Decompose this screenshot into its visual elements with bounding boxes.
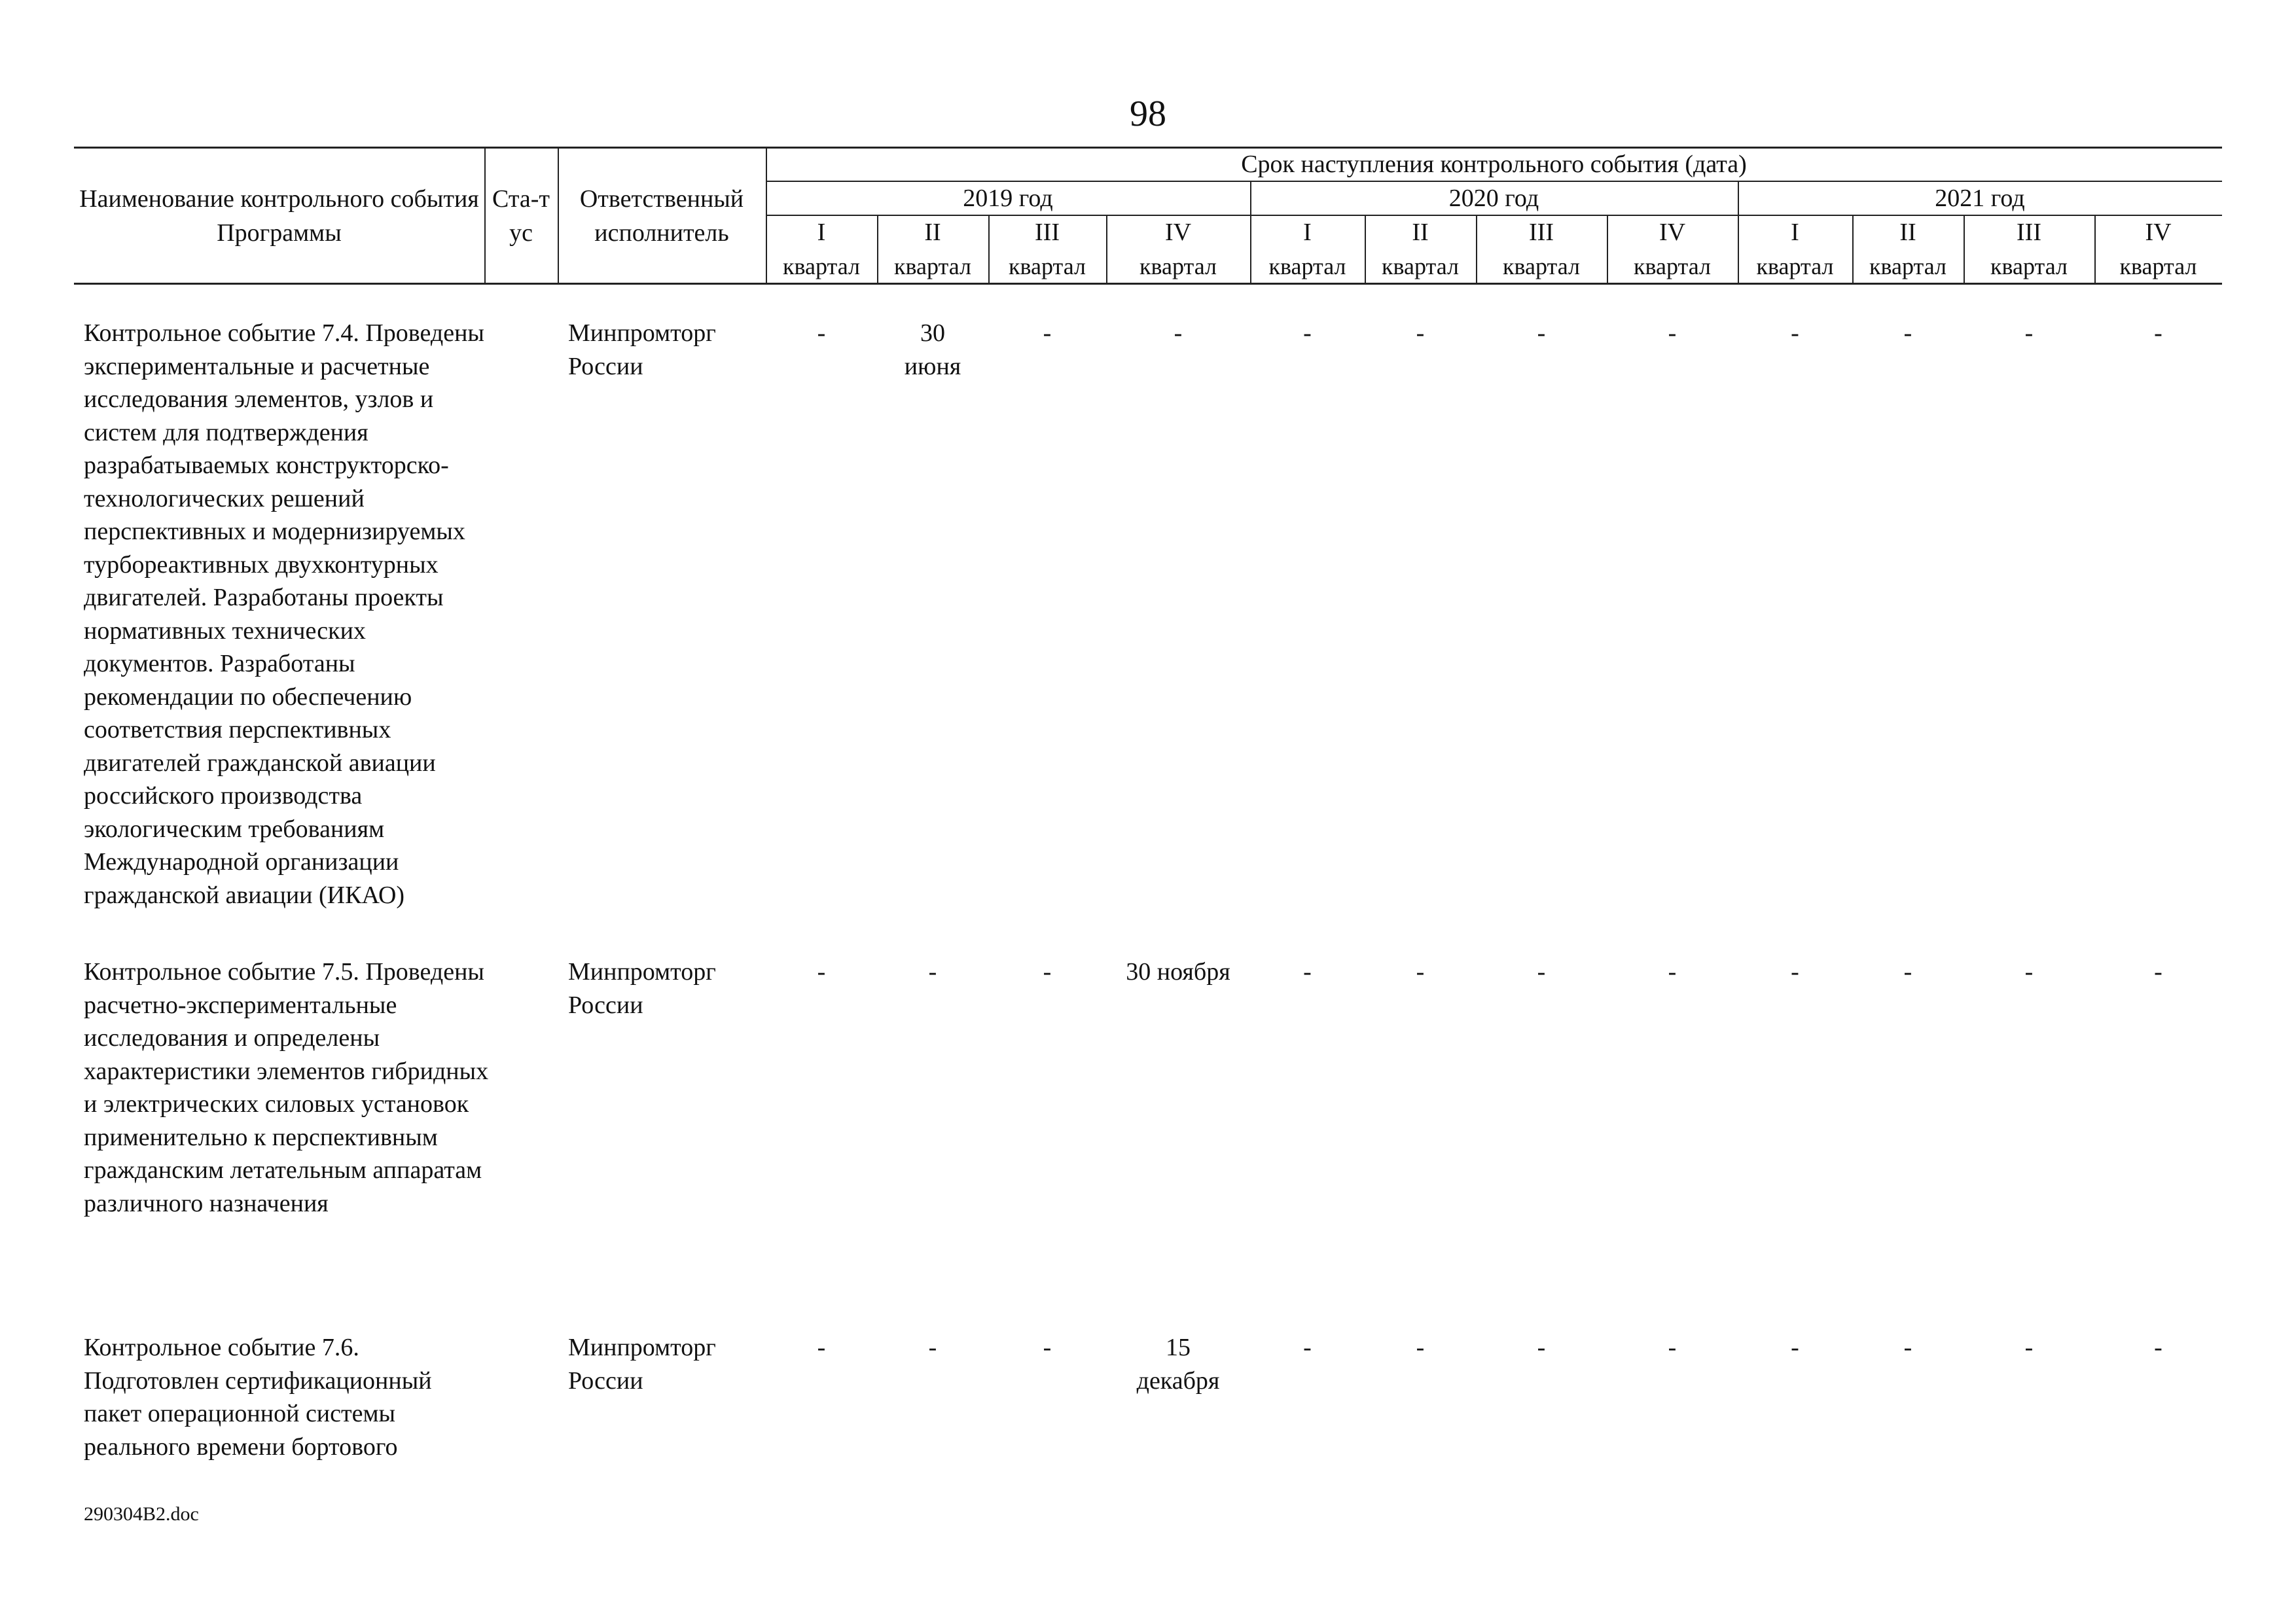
quarter-label: квартал xyxy=(1634,253,1711,279)
quarter-deadline: 30 ноября xyxy=(1126,958,1230,986)
quarter-number: III xyxy=(2017,219,2041,246)
quarter-label: квартал xyxy=(1139,253,1217,279)
quarter-deadline: - xyxy=(1668,1334,1677,1361)
quarter-deadline: - xyxy=(1043,958,1052,986)
quarter-number: II xyxy=(1412,219,1429,246)
quarter-deadline: - xyxy=(1791,319,1799,347)
event-name: Контрольное событие 7.4. Проведены экспериментальные и расчетные исследования элементов, узлов и систем для подтверждения разрабатываемых конструкторско-технологических решений перспективных и модернизируемых турбореактивных двухконтурных двигателей. Разработаны проекты нормативных технических документов. Разработаны рекомендации по обеспечению соответствия перспективных двигателей гражданской авиации российского производства экологическим требованиям Международной организации гражданской авиации (ИКАО) xyxy=(84,319,484,909)
quarter-deadline: - xyxy=(2154,958,2162,986)
quarter-deadline: - xyxy=(1537,319,1546,347)
quarter-label: квартал xyxy=(1756,253,1834,279)
quarter-number: I xyxy=(817,219,826,246)
deadline-header: Срок наступления контрольного события (дата) xyxy=(1241,151,1747,178)
header-bottom-rule xyxy=(74,283,2222,285)
quarter-deadline: - xyxy=(1416,319,1425,347)
footer-filename: 290304B2.doc xyxy=(84,1503,199,1525)
status-column-header: Ста-тус xyxy=(492,185,550,247)
quarter-label: квартал xyxy=(1503,253,1580,279)
year-header: 2021 год xyxy=(1935,185,2025,212)
responsible-executor: Минпромторг России xyxy=(568,319,716,380)
quarter-deadline: 30 июня xyxy=(904,319,961,380)
quarter-deadline: - xyxy=(1903,958,1912,986)
quarter-deadline: - xyxy=(2024,1334,2034,1361)
quarter-number: IV xyxy=(2145,219,2172,246)
quarter-deadline: - xyxy=(1303,958,1312,986)
quarter-deadline: - xyxy=(1668,319,1677,347)
event-name: Контрольное событие 7.6. Подготовлен сертификационный пакет операционной системы реального времени бортового xyxy=(84,1334,432,1461)
quarter-deadline: - xyxy=(1537,958,1546,986)
quarter-deadline: - xyxy=(2154,319,2162,347)
quarter-deadline: - xyxy=(1043,319,1052,347)
quarter-deadline: - xyxy=(1416,1334,1425,1361)
quarter-deadline: - xyxy=(1903,1334,1912,1361)
quarter-deadline: - xyxy=(1416,958,1425,986)
quarter-deadline: - xyxy=(817,1334,826,1361)
quarter-deadline: - xyxy=(928,1334,937,1361)
quarter-deadline: - xyxy=(1174,319,1183,347)
quarter-label: квартал xyxy=(894,253,971,279)
quarter-deadline: - xyxy=(1791,1334,1799,1361)
responsible-executor: Минпромторг России xyxy=(568,1334,716,1395)
responsible-executor: Минпромторг России xyxy=(568,958,716,1019)
quarter-label: квартал xyxy=(1869,253,1946,279)
quarter-number: III xyxy=(1529,219,1554,246)
quarter-number: II xyxy=(1899,219,1916,246)
quarter-label: квартал xyxy=(1009,253,1086,279)
quarter-deadline: - xyxy=(928,958,937,986)
quarter-deadline: 15 декабря xyxy=(1136,1334,1220,1395)
quarter-number: IV xyxy=(1164,219,1192,246)
quarter-number: I xyxy=(1303,219,1312,246)
quarter-deadline: - xyxy=(1791,958,1799,986)
quarter-deadline: - xyxy=(1043,1334,1052,1361)
quarter-deadline: - xyxy=(1903,319,1912,347)
quarter-deadline: - xyxy=(2024,958,2034,986)
quarter-deadline: - xyxy=(1303,319,1312,347)
quarter-label: квартал xyxy=(1268,253,1346,279)
year-header: 2019 год xyxy=(963,185,1053,212)
quarter-number: II xyxy=(924,219,941,246)
page-number: 98 xyxy=(1130,94,1166,134)
responsible-column-header: Ответственный исполнитель xyxy=(579,185,744,247)
quarter-deadline: - xyxy=(2024,319,2034,347)
quarter-deadline: - xyxy=(2154,1334,2162,1361)
quarter-label: квартал xyxy=(2119,253,2197,279)
year-header: 2020 год xyxy=(1448,185,1539,212)
name-column-header: Наименование контрольного события Программы xyxy=(79,185,479,247)
quarter-deadline: - xyxy=(1303,1334,1312,1361)
quarter-label: квартал xyxy=(1990,253,2068,279)
quarter-deadline: - xyxy=(817,958,826,986)
event-name: Контрольное событие 7.5. Проведены расчетно-экспериментальные исследования и определены характеристики элементов гибридных и электрических силовых установок применительно к перспективным гражданским летательным аппаратам различного назначения xyxy=(84,958,489,1217)
quarter-number: I xyxy=(1791,219,1799,246)
quarter-label: квартал xyxy=(1382,253,1459,279)
quarter-number: IV xyxy=(1659,219,1686,246)
quarter-deadline: - xyxy=(1537,1334,1546,1361)
quarter-deadline: - xyxy=(817,319,826,347)
quarter-label: квартал xyxy=(783,253,860,279)
quarter-deadline: - xyxy=(1668,958,1677,986)
quarter-number: III xyxy=(1035,219,1060,246)
